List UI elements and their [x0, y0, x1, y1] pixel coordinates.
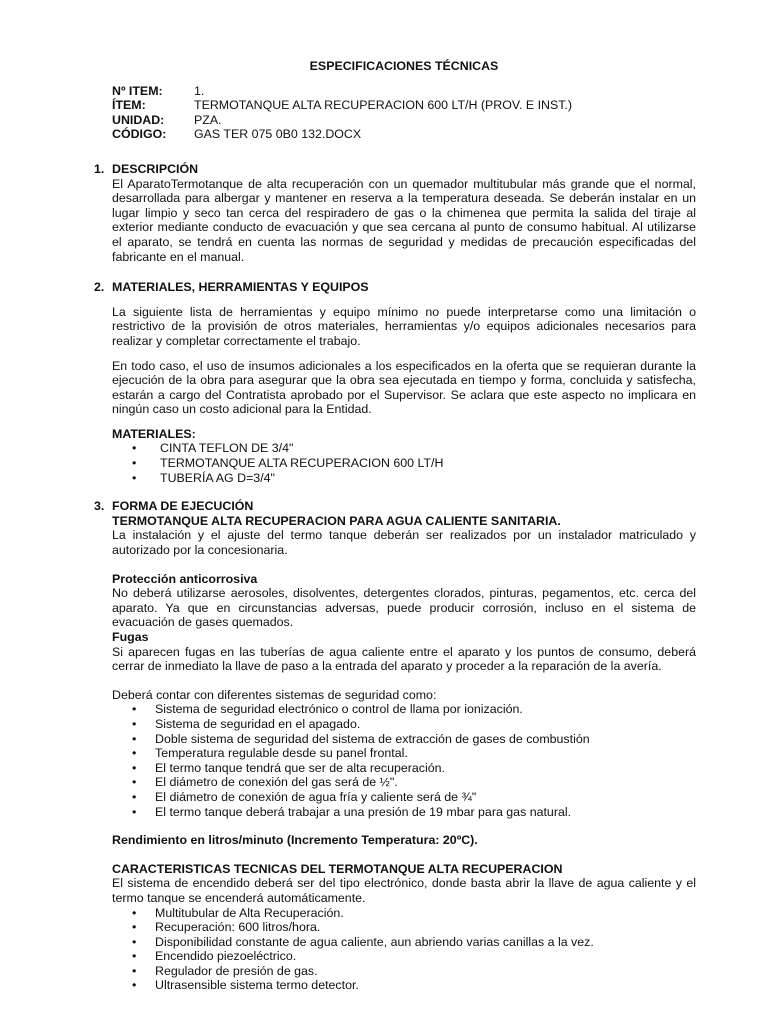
section-heading: FORMA DE EJECUCIÓN — [112, 499, 254, 514]
list-item: • Ultrasensible sistema termo detector. — [112, 978, 696, 993]
list-item: • Doble sistema de seguridad del sistema de extracción de gases de combustión — [112, 732, 696, 747]
item-value: TERMOTANQUE ALTA RECUPERACION 600 LT/H (PROV. E INST.) — [194, 98, 572, 113]
unit-value: PZA. — [194, 112, 222, 127]
paragraph: El sistema de encendido deberá ser del tipo electrónico, donde basta abrir la llave de agua caliente y el termo tanque se encenderá automáticamente. — [112, 876, 696, 905]
item-number-label: Nº ITEM: — [112, 83, 163, 98]
list-item: • CINTA TEFLON DE 3/4" — [112, 441, 696, 456]
list-item: • El termo tanque deberá trabajar a una presión de 19 mbar para gas natural. — [112, 805, 696, 820]
paragraph: La instalación y el ajuste del termo tanque deberán ser realizados por un instalador matriculado y autorizado por la concesionaria. — [112, 528, 696, 558]
list-item: • Recuperación: 600 litros/hora. — [112, 920, 696, 935]
document-title: ESPECIFICACIONES TÉCNICAS — [309, 59, 499, 73]
section-number: 3. — [94, 499, 105, 514]
security-list — [112, 702, 696, 819]
list-item: • TUBERÍA AG D=3/4" — [112, 471, 696, 486]
list-item: • Regulador de presión de gas. — [112, 964, 696, 979]
list-item: • Encendido piezoeléctrico. — [112, 949, 696, 964]
subsection-heading: CARACTERISTICAS TECNICAS DEL TERMOTANQUE ALTA RECUPERACION — [112, 861, 563, 876]
subsection-heading: Rendimiento en litros/minuto (Incremento Temperatura: 20ºC). — [112, 833, 478, 848]
subsection-heading: TERMOTANQUE ALTA RECUPERACION PARA AGUA CALIENTE SANITARIA. — [112, 513, 561, 528]
unit-label: UNIDAD: — [112, 112, 165, 127]
description-text: El AparatoTermotanque de alta recuperación con un quemador multitubular más grande que el normal, desarrollada para albergar y mantener en reserva a la temperatura deseada. Se deberán instalar en un lugar limpio y seco tan cerca del respiradero de gas o la chimenea que permita la salida del tiraje al exterior mediante conducto de evacuación y que sea cercana al punto de consumo habitual. Al utilizarse el aparato, se tendrá en cuenta las normas de seguridad y medidas de precaución especificadas del fabricante en el manual. — [112, 176, 696, 264]
list-item: • Temperatura regulable desde su panel frontal. — [112, 746, 696, 761]
section-number: 2. — [94, 280, 105, 295]
item-header — [112, 84, 696, 142]
paragraph: No deberá utilizarse aerosoles, disolventes, detergentes clorados, pinturas, pegamentos, etc. cerca del aparato. Ya que en circunstancias adversas, puede producir corrosión, incluso en el sistema de evacuación de gases quemados. — [112, 586, 696, 630]
paragraph: En todo caso, el uso de insumos adicionales a los especificados en la oferta que se requieran durante la ejecución de la obra para asegurar que la obra sea ejecutada en tiempo y forma, concluida y satisfecha, estarán a cargo del Contratista aprobado por el Supervisor. Se aclara que este aspecto no implicara en ningún caso un costo adicional para la Entidad. — [112, 358, 696, 417]
item-label: ÍTEM: — [112, 98, 146, 113]
list-item: • Sistema de seguridad electrónico o control de llama por ionización. — [112, 702, 696, 717]
subsection-heading: Protección anticorrosiva — [112, 571, 258, 586]
section-heading: MATERIALES, HERRAMIENTAS Y EQUIPOS — [112, 280, 369, 295]
paragraph: Si aparecen fugas en las tuberías de agua caliente entre el aparato y los puntos de consumo, deberá cerrar de inmediato la llave de paso a la entrada del aparato y proceder a la reparación de la avería. — [112, 644, 696, 674]
list-item: • El termo tanque tendrá que ser de alta recuperación. — [112, 761, 696, 776]
list-item: • Sistema de seguridad en el apagado. — [112, 717, 696, 732]
list-item: • El diámetro de conexión del gas será de ½". — [112, 775, 696, 790]
list-item: • TERMOTANQUE ALTA RECUPERACION 600 LT/H — [112, 456, 696, 471]
code-value: GAS TER 075 0B0 132.DOCX — [194, 127, 362, 142]
paragraph: Deberá contar con diferentes sistemas de seguridad como: — [112, 687, 437, 702]
list-item: • Multitubular de Alta Recuperación. — [112, 906, 696, 921]
materials-list — [112, 441, 696, 485]
list-item: • Disponibilidad constante de agua caliente, aun abriendo varias canillas a la vez. — [112, 935, 696, 950]
section-execution — [94, 499, 696, 993]
paragraph: La siguiente lista de herramientas y equipo mínimo no puede interpretarse como una limitación o restrictivo de la provisión de otros materiales, herramientas y/o equipos adicionales necesarios para realizar y completar correctamente el trabajo. — [112, 304, 696, 348]
section-materials — [94, 280, 696, 485]
subsection-heading: Fugas — [112, 630, 149, 644]
list-item: • El diámetro de conexión de agua fría y caliente será de ¾" — [112, 790, 696, 805]
section-number: 1. — [94, 161, 105, 176]
item-number-value: 1. — [194, 83, 205, 98]
section-description — [94, 162, 696, 264]
code-label: CÓDIGO: — [112, 127, 167, 142]
section-heading: DESCRIPCIÓN — [112, 161, 199, 176]
features-list — [112, 906, 696, 994]
materials-heading: MATERIALES: — [112, 426, 196, 441]
